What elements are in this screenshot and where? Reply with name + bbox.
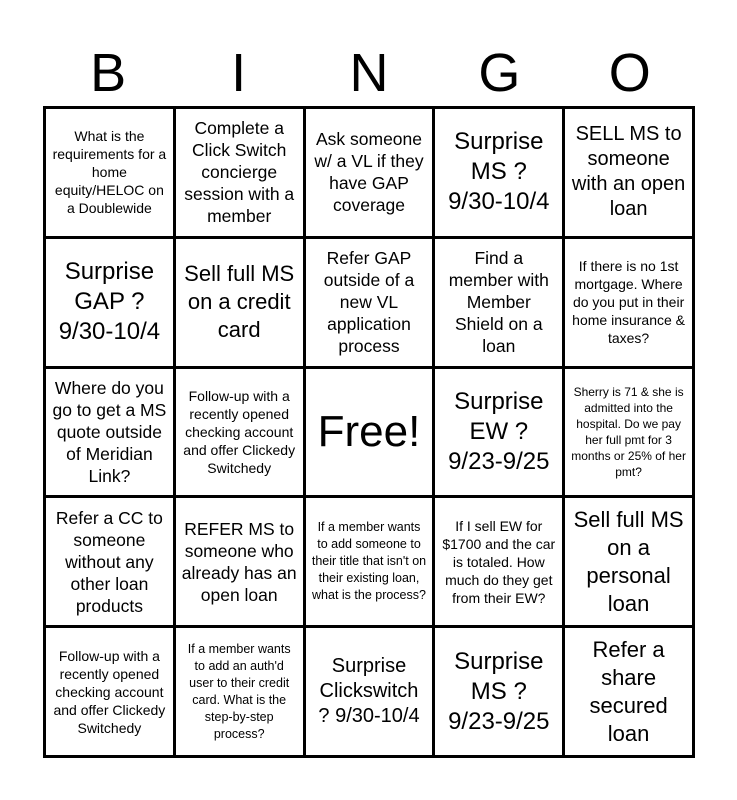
cell-text: What is the requirements for a home equity/HELOC on a Doublewide bbox=[52, 128, 167, 217]
bingo-cell-r1c1[interactable] bbox=[46, 109, 173, 236]
bingo-cell-r5c2[interactable] bbox=[176, 628, 303, 755]
cell-text: Complete a Click Switch concierge session with a member bbox=[184, 118, 295, 227]
cell-text: Sell full MS on a credit card bbox=[184, 261, 295, 343]
cell-text: If a member wants to add someone to their title that isn't on their existing loan, what is the process? bbox=[311, 520, 427, 603]
bingo-cell-r2c5[interactable] bbox=[565, 239, 692, 366]
bingo-cell-r2c2[interactable] bbox=[176, 239, 303, 366]
bingo-grid bbox=[43, 106, 695, 758]
header-letter-g: G bbox=[478, 43, 521, 103]
cell-text: Refer a share secured loan bbox=[589, 636, 668, 746]
bingo-cell-r1c5[interactable] bbox=[565, 109, 692, 236]
bingo-cell-r2c4[interactable] bbox=[435, 239, 562, 366]
cell-text: Follow-up with a recently opened checking account and offer Clickedy Switchedy bbox=[183, 387, 296, 476]
header-letter-n: N bbox=[349, 43, 389, 103]
cell-text: Ask someone w/ a VL if they have GAP coverage bbox=[314, 129, 424, 216]
header-letter-b: B bbox=[90, 43, 127, 103]
bingo-cell-r3c4[interactable] bbox=[435, 369, 562, 496]
cell-text: If there is no 1st mortgage. Where do you put in their home insurance & taxes? bbox=[572, 258, 686, 347]
cell-text: Surprise EW ? 9/23-9/25 bbox=[448, 387, 550, 475]
cell-text: Sherry is 71 & she is admitted into the hospital. Do we pay her full pmt for 3 months or 25% of her pmt? bbox=[571, 384, 686, 479]
bingo-cell-r3c2[interactable] bbox=[176, 369, 303, 496]
bingo-cell-free[interactable] bbox=[306, 369, 433, 496]
bingo-header bbox=[43, 40, 695, 106]
cell-text: Refer GAP outside of a new VL application process bbox=[323, 248, 415, 357]
cell-text: REFER MS to someone who already has an open loan bbox=[181, 518, 297, 605]
cell-text: If a member wants to add an auth'd user to their credit card. What is the step-by-step process? bbox=[187, 641, 291, 741]
bingo-cell-r5c4[interactable] bbox=[435, 628, 562, 755]
bingo-cell-r3c5[interactable] bbox=[565, 369, 692, 496]
bingo-cell-r5c1[interactable] bbox=[46, 628, 173, 755]
bingo-cell-r4c5[interactable] bbox=[565, 498, 692, 625]
cell-text: Refer a CC to someone without any other loan products bbox=[55, 507, 163, 616]
cell-text: Surprise MS ? 9/30-10/4 bbox=[448, 128, 550, 216]
bingo-cell-r5c3[interactable] bbox=[306, 628, 433, 755]
bingo-cell-r2c1[interactable] bbox=[46, 239, 173, 366]
cell-text: If I sell EW for $1700 and the car is totaled. How much do they get from their EW? bbox=[442, 517, 556, 606]
cell-text: SELL MS to someone with an open loan bbox=[571, 123, 686, 221]
bingo-cell-r4c1[interactable] bbox=[46, 498, 173, 625]
header-letter-o: O bbox=[608, 43, 651, 103]
cell-text: Follow-up with a recently opened checking account and offer Clickedy Switchedy bbox=[53, 647, 166, 736]
cell-text: Surprise MS ? 9/23-9/25 bbox=[448, 647, 550, 735]
bingo-cell-r2c3[interactable] bbox=[306, 239, 433, 366]
bingo-cell-r4c3[interactable] bbox=[306, 498, 433, 625]
cell-text: Surprise GAP ? 9/30-10/4 bbox=[58, 258, 161, 346]
free-space-text: Free! bbox=[317, 406, 421, 456]
bingo-cell-r3c1[interactable] bbox=[46, 369, 173, 496]
cell-text: Surprise Clickswitch ? 9/30-10/4 bbox=[318, 655, 420, 728]
bingo-cell-r4c2[interactable] bbox=[176, 498, 303, 625]
bingo-cell-r1c3[interactable] bbox=[306, 109, 433, 236]
bingo-cell-r4c4[interactable] bbox=[435, 498, 562, 625]
bingo-cell-r1c2[interactable] bbox=[176, 109, 303, 236]
bingo-cell-r1c4[interactable] bbox=[435, 109, 562, 236]
cell-text: Sell full MS on a personal loan bbox=[573, 506, 684, 616]
bingo-cell-r5c5[interactable] bbox=[565, 628, 692, 755]
header-letter-i: I bbox=[231, 43, 247, 103]
cell-text: Find a member with Member Shield on a loan bbox=[448, 248, 549, 357]
cell-text: Where do you go to get a MS quote outside of Meridian Link? bbox=[52, 377, 167, 486]
